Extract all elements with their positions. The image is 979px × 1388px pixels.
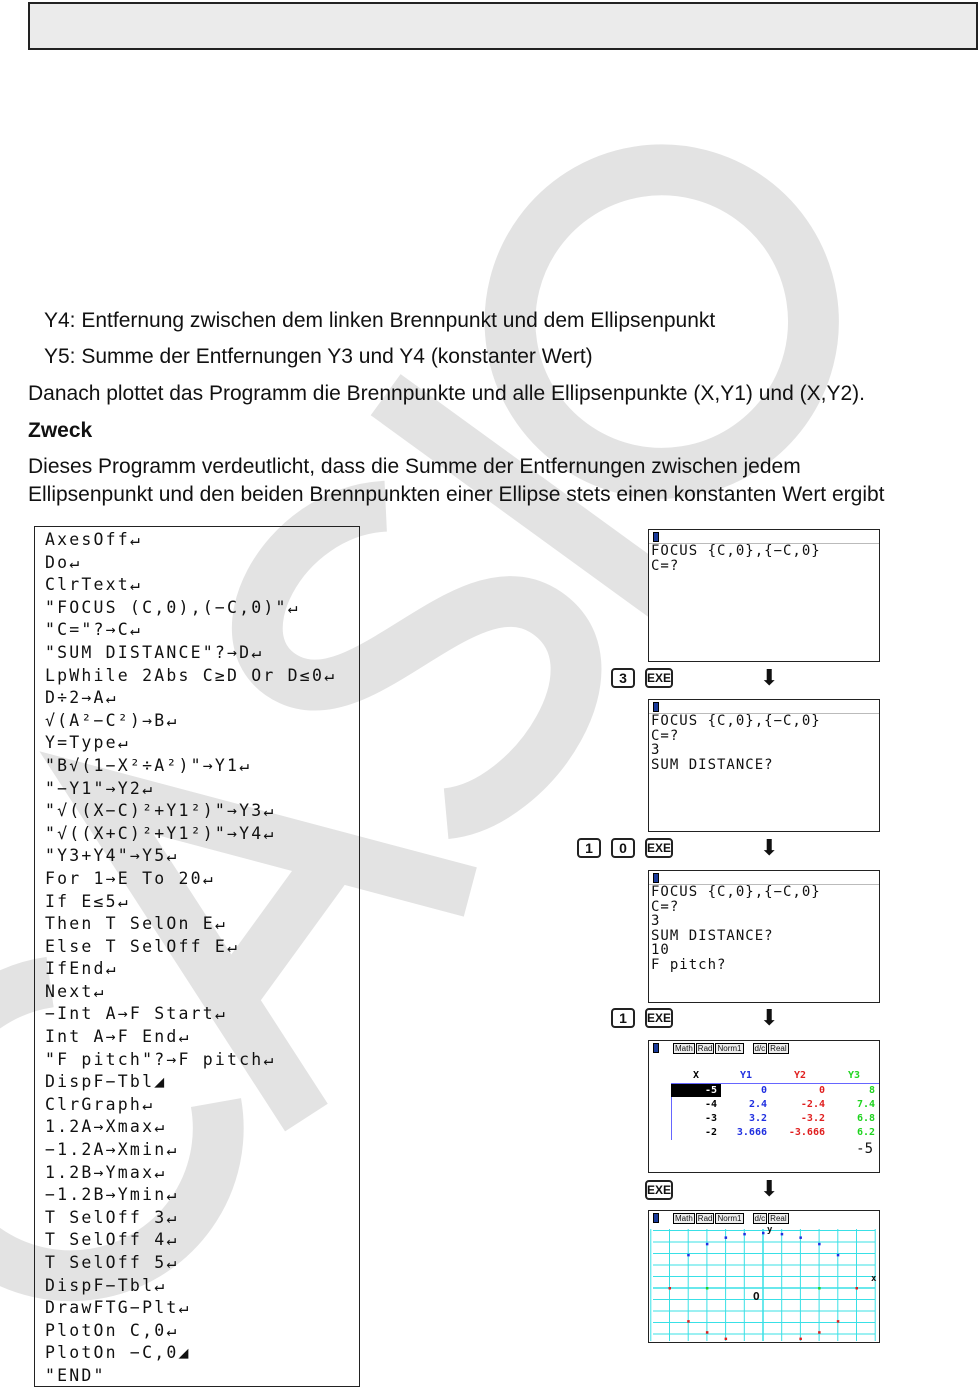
program-line: D÷2→A↵	[45, 688, 118, 708]
program-line: −1.2A→Xmin↵	[45, 1140, 179, 1160]
y4-text: Y4: Entfernung zwischen dem linken Brennpunkt und dem Ellipsenpunkt	[44, 309, 716, 332]
plot-point-y2	[687, 1320, 690, 1323]
program-line: Else T SelOff E↵	[45, 936, 240, 956]
plot-point-y2	[837, 1320, 840, 1323]
status-norm: Norm1	[717, 1214, 742, 1223]
program-line: 1.2A→Xmax↵	[45, 1117, 167, 1137]
down-arrow-icon: ⬇	[760, 1005, 779, 1030]
screen-line: FOCUS {C,0},{−C,0}	[651, 884, 821, 900]
header-box	[28, 2, 978, 50]
table-cell: 0	[760, 1084, 767, 1096]
program-line: AxesOff↵	[45, 530, 143, 549]
status-real: Real	[770, 1214, 787, 1223]
focus-point	[818, 1287, 821, 1290]
plot-point-y2	[669, 1287, 672, 1290]
program-line: √(A²−C²)→B↵	[45, 710, 179, 730]
key-0[interactable]: 0	[611, 838, 635, 858]
program-line: Then T SelOn E↵	[45, 914, 228, 934]
key-exe[interactable]: EXE	[645, 668, 673, 688]
program-line: ClrGraph↵	[45, 1094, 155, 1114]
focus-point	[706, 1287, 709, 1290]
program-line: 1.2B→Ymax↵	[45, 1162, 167, 1182]
plot-point-y1	[762, 1232, 765, 1235]
plot-point-y2	[818, 1331, 821, 1334]
program-line: PlotOn C,0↵	[45, 1320, 179, 1340]
table-cell: 6.8	[856, 1112, 875, 1124]
status-real: Real	[770, 1044, 787, 1053]
status-rad: Rad	[697, 1214, 713, 1223]
battery-icon	[653, 873, 659, 883]
screen-line: F pitch?	[651, 956, 727, 973]
screen-line: 3	[651, 913, 661, 929]
table-cell: 2.4	[748, 1098, 767, 1110]
zweck-heading: Zweck	[28, 419, 93, 442]
program-line: Y=Type↵	[45, 733, 130, 753]
key-3[interactable]: 3	[611, 668, 635, 688]
program-line: "B√(1−X²÷A²)"→Y1↵	[45, 755, 252, 775]
plot-point-y2	[725, 1338, 728, 1341]
battery-icon	[653, 1043, 659, 1053]
program-listing	[34, 526, 360, 1387]
screen-line: FOCUS {C,0},{−C,0}	[651, 543, 821, 559]
table-cell: 7.4	[856, 1098, 875, 1110]
battery-icon	[653, 702, 659, 712]
program-line: IfEnd↵	[45, 959, 118, 979]
key-exe[interactable]: EXE	[645, 1008, 673, 1028]
calc-screen-1	[648, 529, 880, 662]
program-line: Next↵	[45, 981, 106, 1001]
table-cell: -2.4	[800, 1098, 825, 1110]
program-line: For 1→E To 20↵	[45, 868, 215, 888]
table-cell: -3.666	[788, 1126, 825, 1138]
table-header: Y1	[721, 1069, 771, 1083]
origin-label: O	[753, 1290, 760, 1303]
table-cell[interactable]: -5	[671, 1083, 721, 1097]
screen-line: C=?	[651, 557, 680, 574]
table-row	[671, 1111, 879, 1125]
plot-point-y1	[687, 1254, 690, 1257]
battery-icon	[653, 1213, 659, 1223]
ellipse-graph	[649, 1225, 878, 1341]
program-line: T SelOff 5↵	[45, 1253, 179, 1272]
table-row	[671, 1097, 879, 1111]
calc-screen-3	[648, 870, 880, 1003]
program-line: DrawFTG−Plt↵	[45, 1298, 191, 1318]
calc-screen-table	[648, 1040, 880, 1173]
screen-lines	[649, 544, 879, 573]
screen-line: SUM DISTANCE?	[651, 927, 774, 944]
table-cell: -4	[704, 1098, 717, 1110]
program-line: "SUM DISTANCE"?→D↵	[45, 642, 264, 662]
battery-icon	[653, 532, 659, 542]
calc-screen-graph	[648, 1210, 880, 1343]
down-arrow-icon: ⬇	[760, 665, 779, 690]
status-dc: d/c	[754, 1214, 766, 1223]
down-arrow-icon: ⬇	[760, 1176, 779, 1201]
screen-line: C=?	[651, 898, 680, 915]
key-exe[interactable]: EXE	[645, 1180, 673, 1200]
screen-line: C=?	[651, 727, 680, 744]
table-bottom-value: -5	[856, 1141, 873, 1157]
status-math: Math	[675, 1214, 693, 1223]
zweck-text-2: Ellipsenpunkt und den beiden Brennpunkten einer Ellipse stets einen konstanten Wert ergibt	[28, 483, 885, 506]
status-bar	[673, 1043, 789, 1054]
program-line: "√((X−C)²+Y1²)"→Y3↵	[45, 801, 276, 821]
status-bar	[673, 1213, 789, 1224]
program-line: "−Y1"→Y2↵	[45, 778, 155, 798]
program-line: T SelOff 3↵	[45, 1207, 179, 1227]
program-line: PlotOn −C,0◢	[45, 1343, 191, 1363]
program-line: LpWhile 2Abs C≥D Or D≤0↵	[45, 665, 337, 685]
program-line: "√((X+C)²+Y1²)"→Y4↵	[45, 823, 276, 843]
table-cell: 3.2	[748, 1112, 767, 1124]
plot-point-y1	[799, 1236, 802, 1239]
plot-point-y2	[856, 1287, 859, 1290]
table-header: Y3	[829, 1069, 879, 1083]
program-line: DispF−Tbl↵	[45, 1275, 167, 1295]
program-line: "FOCUS (C,0),(−C,0)"↵	[45, 597, 300, 617]
table-cell: -2	[704, 1126, 717, 1138]
plot-point-y2	[706, 1331, 709, 1334]
program-line: "Y3+Y4"→Y5↵	[45, 846, 179, 866]
program-line: T SelOff 4↵	[45, 1230, 179, 1250]
program-line: "END"	[45, 1365, 106, 1385]
screen-line: SUM DISTANCE?	[651, 756, 774, 773]
screen-line: 10	[651, 942, 670, 958]
status-rad: Rad	[697, 1044, 713, 1053]
down-arrow-icon: ⬇	[760, 835, 779, 860]
key-exe[interactable]: EXE	[645, 838, 673, 858]
program-line: ClrText↵	[45, 575, 143, 595]
zweck-text-1: Dieses Programm verdeutlicht, dass die Summe der Entfernungen zwischen jedem	[28, 455, 801, 478]
program-line: Do↵	[45, 552, 82, 572]
program-line: DispF−Tbl◢	[45, 1072, 167, 1092]
program-line: −1.2B→Ymin↵	[45, 1185, 179, 1205]
key-1[interactable]: 1	[577, 838, 601, 858]
plot-point-y2	[799, 1338, 802, 1341]
program-line: "F pitch"?→F pitch↵	[45, 1049, 276, 1069]
table-cell: -3	[704, 1112, 717, 1124]
key-1[interactable]: 1	[611, 1008, 635, 1028]
status-dc: d/c	[754, 1044, 766, 1053]
plot-point-y1	[706, 1243, 709, 1246]
table-row	[671, 1083, 879, 1097]
status-math: Math	[675, 1044, 693, 1053]
plot-point-y1	[818, 1243, 821, 1246]
table-header: X	[671, 1069, 721, 1083]
danach-text: Danach plottet das Programm die Brennpunkte und alle Ellipsenpunkte (X,Y1) und (X,Y2).	[28, 382, 865, 405]
plot-point-y1	[837, 1254, 840, 1257]
function-table	[671, 1069, 879, 1139]
screen-line: 3	[651, 742, 661, 758]
y-axis-label: y	[767, 1225, 773, 1235]
program-line: If E≤5↵	[45, 891, 130, 911]
table-cell: 3.666	[736, 1126, 767, 1138]
table-cell: 8	[868, 1084, 875, 1096]
table-cell: 6.2	[856, 1126, 875, 1138]
plot-point-y1	[781, 1233, 784, 1236]
table-cell: -3.2	[800, 1112, 825, 1124]
status-norm: Norm1	[717, 1044, 742, 1053]
calc-screen-2	[648, 699, 880, 832]
plot-point-y1	[743, 1233, 746, 1236]
plot-point-y1	[725, 1236, 728, 1239]
x-axis-label: x	[871, 1274, 877, 1284]
program-line: −Int A→F Start↵	[45, 1004, 228, 1024]
table-cell: 0	[818, 1084, 825, 1096]
table-row	[671, 1125, 879, 1139]
program-line: Int A→F End↵	[45, 1027, 191, 1047]
y5-text: Y5: Summe der Entfernungen Y3 und Y4 (konstanter Wert)	[44, 345, 593, 368]
program-line: "C="?→C↵	[45, 620, 143, 640]
table-header: Y2	[771, 1069, 829, 1083]
screen-line: FOCUS {C,0},{−C,0}	[651, 713, 821, 729]
